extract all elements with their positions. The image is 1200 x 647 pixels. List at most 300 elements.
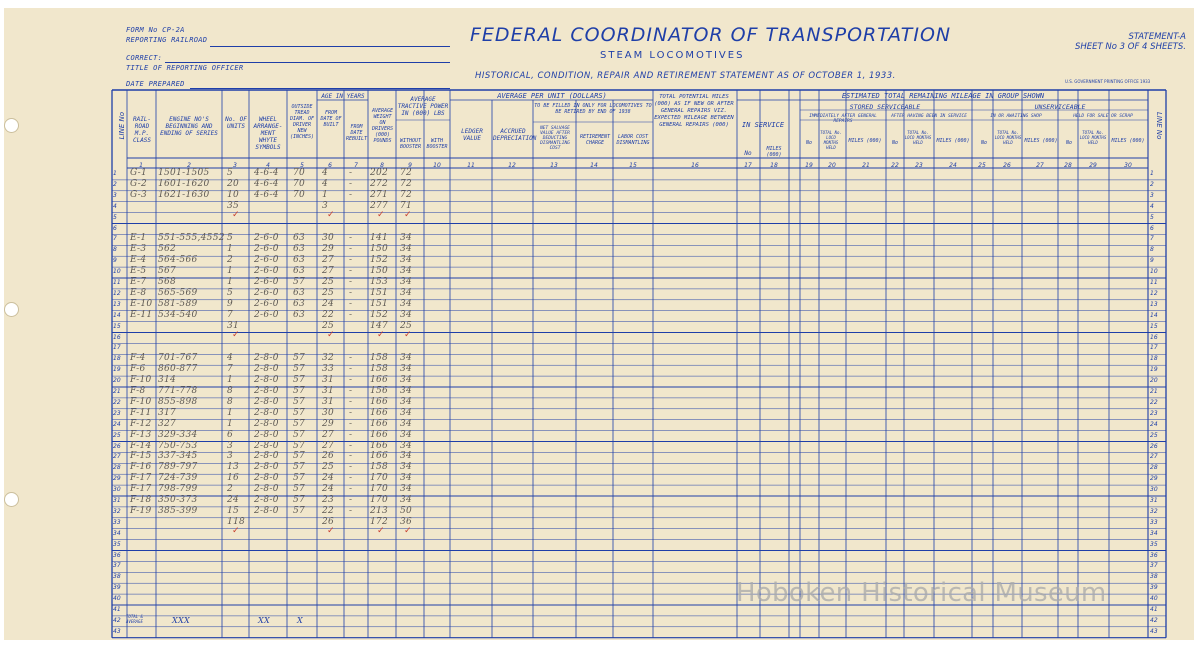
header-without-booster: WITHOUT BOOSTER bbox=[399, 138, 422, 150]
entry-class: F-10 bbox=[130, 375, 152, 386]
entry-wheel: 2-6-0 bbox=[254, 309, 279, 320]
entry-units: 1 bbox=[227, 418, 234, 429]
entry-trac: 34 bbox=[400, 244, 413, 255]
entry-trac: 72 bbox=[400, 178, 413, 189]
entry-age: 32 bbox=[322, 353, 335, 364]
line-number-right: 7 bbox=[1150, 235, 1154, 243]
line-number-right: 18 bbox=[1150, 355, 1158, 363]
entry-engines: 701-767 bbox=[158, 353, 198, 364]
entry-wheel: 2-8-0 bbox=[254, 484, 279, 495]
entry-weight: 158 bbox=[370, 364, 389, 375]
column-number: 4 bbox=[266, 162, 270, 169]
entry-class: F-16 bbox=[130, 462, 152, 473]
entry-trac: 72 bbox=[400, 168, 413, 178]
line-number-right: 21 bbox=[1150, 388, 1158, 395]
check-mark: ✓ bbox=[327, 209, 335, 220]
entry-weight: 166 bbox=[370, 418, 389, 429]
entry-weight: 271 bbox=[370, 189, 389, 200]
line-number-left: 35 bbox=[113, 540, 121, 548]
column-number: 20 bbox=[828, 162, 836, 169]
entry-class: F-17 bbox=[130, 473, 152, 484]
header-average-tractive: AVERAGE TRACTIVE POWER IN (000) LBS bbox=[397, 96, 449, 117]
entry-units: 2 bbox=[227, 484, 234, 495]
entry-class: E-4 bbox=[130, 255, 147, 266]
header-stored-miles-1: MILES (000) bbox=[848, 138, 882, 144]
entry-weight: 166 bbox=[370, 429, 389, 440]
entry-wheel: 4-6-4 bbox=[254, 168, 279, 178]
entry-age: 24 bbox=[322, 484, 335, 495]
entry-tread: 57 bbox=[293, 396, 306, 407]
footer-mark-2: XX bbox=[258, 616, 270, 625]
entry-age: 26 bbox=[322, 451, 335, 462]
entry-weight: 150 bbox=[370, 244, 389, 255]
entry-wheel: 2-8-0 bbox=[254, 386, 279, 396]
entry-class: G-2 bbox=[130, 178, 148, 189]
entry-engines: 568 bbox=[158, 277, 177, 287]
header-unserv-miles-1: MILES (000) bbox=[1024, 138, 1058, 144]
entry-wheel: 2-8-0 bbox=[254, 440, 279, 451]
line-number-left: 25 bbox=[113, 431, 121, 439]
entry-trac: 34 bbox=[400, 233, 413, 244]
line-number-right: 43 bbox=[1150, 627, 1158, 635]
entry-engines: 534-540 bbox=[158, 309, 198, 320]
column-number: 6 bbox=[328, 162, 332, 169]
entry-engines: 337-345 bbox=[158, 451, 198, 462]
entry-weight: 150 bbox=[370, 266, 389, 277]
entry-trac: 72 bbox=[400, 189, 413, 200]
entry-wheel: 4-6-4 bbox=[254, 178, 279, 189]
header-average-weight: AVERAGE WEIGHT ON DRIVERS (000) POUNDS bbox=[371, 108, 394, 144]
entry-trac: 34 bbox=[400, 386, 413, 396]
entry-dash: - bbox=[349, 244, 353, 255]
entry-dash: - bbox=[349, 407, 353, 418]
entry-weight: 152 bbox=[370, 255, 389, 266]
entry-trac: 34 bbox=[400, 277, 413, 287]
entry-units: 5 bbox=[227, 287, 234, 298]
line-number-left: 5 bbox=[113, 213, 117, 221]
entry-age: 22 bbox=[322, 505, 335, 516]
entry-dash: - bbox=[349, 418, 353, 429]
correct-label: CORRECT: bbox=[126, 54, 163, 62]
entry-age: 27 bbox=[322, 255, 335, 266]
entry-age: 29 bbox=[322, 418, 335, 429]
entry-wheel: 2-8-0 bbox=[254, 495, 279, 505]
header-age-in-years: AGE IN YEARS bbox=[321, 93, 365, 100]
header-no-units: No. OF UNITS bbox=[225, 116, 247, 130]
entry-class: E-1 bbox=[130, 233, 147, 244]
check-mark: ✓ bbox=[377, 209, 385, 220]
entry-class: F-8 bbox=[130, 386, 146, 396]
entry-units: 118 bbox=[227, 516, 246, 527]
column-number: 2 bbox=[187, 162, 191, 169]
check-mark: ✓ bbox=[404, 329, 412, 340]
line-number-left: 32 bbox=[113, 507, 121, 515]
column-number: 13 bbox=[550, 162, 558, 169]
line-number-right: 33 bbox=[1150, 518, 1158, 526]
line-number-right: 42 bbox=[1150, 616, 1158, 624]
entry-engines: 1621-1630 bbox=[158, 189, 210, 200]
entry-trac: 34 bbox=[400, 298, 413, 309]
entry-wheel: 2-6-0 bbox=[254, 255, 279, 266]
entry-age: 25 bbox=[322, 287, 335, 298]
line-number-right: 1 bbox=[1150, 170, 1154, 177]
entry-units: 7 bbox=[227, 364, 234, 375]
entry-trac: 34 bbox=[400, 418, 413, 429]
line-number-left: 14 bbox=[113, 311, 121, 319]
entry-dash: - bbox=[349, 287, 353, 298]
entry-class: F-17 bbox=[130, 484, 152, 495]
entry-units: 24 bbox=[227, 495, 240, 505]
line-number-left: 23 bbox=[113, 409, 121, 417]
printer-note: U.S. GOVERNMENT PRINTING OFFICE 1933 bbox=[1065, 79, 1151, 84]
line-number-left: 8 bbox=[113, 246, 117, 254]
line-number-right: 32 bbox=[1150, 507, 1158, 515]
column-number: 9 bbox=[408, 162, 412, 169]
entry-engines: 789-797 bbox=[158, 462, 198, 473]
header-total-potential: TOTAL POTENTIAL MILES (000) AS IF NEW OR AFTER GENERAL REPAIRS VIZ. EXPECTED MILEAGE BETWEEN GENERAL REPAIRS (000) bbox=[654, 94, 734, 128]
entry-dash: - bbox=[349, 484, 353, 495]
header-from-date-built: FROM DATE OF BUILT bbox=[320, 110, 342, 128]
entry-class: F-18 bbox=[130, 495, 152, 505]
header-immediately-after: IMMEDIATELY AFTER GENERAL REPAIRS bbox=[809, 114, 877, 124]
entry-dash: - bbox=[349, 505, 353, 516]
line-number-left: 1 bbox=[113, 170, 117, 177]
footer-mark-3: X bbox=[297, 616, 303, 625]
line-no-header-left: LINE No bbox=[118, 112, 126, 140]
column-number: 22 bbox=[891, 162, 899, 169]
entry-wheel: 2-8-0 bbox=[254, 473, 279, 484]
line-no-header-right: LINE No bbox=[1155, 112, 1163, 140]
line-number-right: 5 bbox=[1150, 213, 1154, 221]
entry-class: E-10 bbox=[130, 298, 153, 309]
entry-tread: 57 bbox=[293, 484, 306, 495]
header-stored-no-1: No bbox=[805, 140, 813, 146]
column-number: 26 bbox=[1003, 162, 1011, 169]
line-number-left: 16 bbox=[113, 333, 121, 341]
line-number-left: 39 bbox=[113, 584, 121, 592]
entry-tread: 70 bbox=[293, 168, 306, 178]
entry-units: 1 bbox=[227, 266, 234, 277]
entry-age: 23 bbox=[322, 495, 335, 505]
entry-weight: 166 bbox=[370, 440, 389, 451]
column-number: 30 bbox=[1124, 162, 1132, 169]
entry-tread: 63 bbox=[293, 255, 306, 266]
line-number-right: 15 bbox=[1150, 322, 1158, 330]
entry-dash: - bbox=[349, 266, 353, 277]
reporting-railroad-label: REPORTING RAILROAD bbox=[126, 36, 208, 44]
line-number-right: 38 bbox=[1150, 573, 1158, 581]
entry-age: 4 bbox=[322, 178, 329, 189]
header-unserv-no-1: No bbox=[980, 140, 988, 146]
line-number-left: 37 bbox=[113, 562, 121, 570]
line-number-right: 22 bbox=[1150, 398, 1158, 406]
line-number-right: 34 bbox=[1150, 529, 1158, 537]
entry-tread: 57 bbox=[293, 407, 306, 418]
column-number: 1 bbox=[139, 162, 143, 169]
check-mark: ✓ bbox=[327, 525, 335, 536]
entry-class: G-1 bbox=[130, 168, 148, 178]
entry-age: 24 bbox=[322, 473, 335, 484]
entry-weight: 170 bbox=[370, 473, 389, 484]
entry-class: E-11 bbox=[130, 309, 153, 320]
entry-tread: 57 bbox=[293, 418, 306, 429]
entry-age: 22 bbox=[322, 309, 335, 320]
entry-dash: - bbox=[349, 309, 353, 320]
entry-tread: 63 bbox=[293, 298, 306, 309]
header-stored-loco-months-1: TOTAL No. LOCO MONTHS HELD bbox=[820, 130, 842, 150]
entry-engines: 327 bbox=[158, 418, 177, 429]
line-number-right: 17 bbox=[1150, 344, 1158, 352]
entry-tread: 70 bbox=[293, 178, 306, 189]
header-avg-per-unit: AVERAGE PER UNIT (DOLLARS) bbox=[497, 92, 607, 100]
line-number-left: 11 bbox=[113, 279, 121, 286]
line-number-right: 2 bbox=[1150, 180, 1154, 188]
line-number-right: 8 bbox=[1150, 246, 1154, 254]
entry-tread: 63 bbox=[293, 309, 306, 320]
entry-engines: 1601-1620 bbox=[158, 178, 210, 189]
entry-trac: 34 bbox=[400, 364, 413, 375]
header-net-salvage: NET SALVAGE VALUE AFTER DEDUCTING DISMANTLING COST bbox=[540, 126, 570, 151]
entry-dash: - bbox=[349, 451, 353, 462]
entry-dash: - bbox=[349, 353, 353, 364]
column-number: 21 bbox=[862, 162, 870, 169]
column-number: 3 bbox=[233, 162, 237, 169]
line-number-left: 43 bbox=[113, 627, 121, 635]
line-number-left: 34 bbox=[113, 529, 121, 537]
header-held-sale: HELD FOR SALE OR SCRAP bbox=[1073, 114, 1133, 119]
entry-trac: 25 bbox=[400, 320, 413, 331]
watermark: Hoboken Historical Museum bbox=[736, 578, 1107, 608]
entry-class: F-14 bbox=[130, 440, 152, 451]
entry-tread: 57 bbox=[293, 386, 306, 396]
entry-engines: 329-334 bbox=[158, 429, 198, 440]
line-number-left: 30 bbox=[113, 486, 121, 494]
line-number-left: 22 bbox=[113, 398, 121, 406]
entry-age: 24 bbox=[322, 298, 335, 309]
entry-dash: - bbox=[349, 462, 353, 473]
entry-weight: 277 bbox=[370, 200, 389, 211]
entry-units: 3 bbox=[227, 440, 234, 451]
entry-wheel: 2-8-0 bbox=[254, 418, 279, 429]
entry-age: 29 bbox=[322, 244, 335, 255]
header-with-booster: WITH BOOSTER bbox=[426, 138, 448, 150]
entry-trac: 34 bbox=[400, 255, 413, 266]
header-in-service: IN SERVICE bbox=[741, 121, 785, 129]
entry-tread: 57 bbox=[293, 462, 306, 473]
entry-trac: 50 bbox=[400, 505, 413, 516]
subtitle: STEAM LOCOMOTIVES bbox=[600, 50, 745, 61]
entry-dash: - bbox=[349, 277, 353, 287]
entry-units: 13 bbox=[227, 462, 240, 473]
line-number-left: 7 bbox=[113, 235, 117, 243]
entry-engines: 724-739 bbox=[158, 473, 198, 484]
entry-units: 16 bbox=[227, 473, 240, 484]
header-unserviceable: UNSERVICEABLE bbox=[1034, 103, 1086, 111]
line-number-right: 31 bbox=[1150, 497, 1158, 504]
entry-class: E-7 bbox=[130, 277, 147, 287]
entry-trac: 34 bbox=[400, 353, 413, 364]
entry-dash: - bbox=[349, 440, 353, 451]
entry-tread: 57 bbox=[293, 364, 306, 375]
entry-wheel: 2-8-0 bbox=[254, 353, 279, 364]
header-wheel-arrangement: WHEEL ARRANGE-MENT WHYTE SYMBOLS bbox=[253, 116, 283, 151]
column-number: 10 bbox=[433, 162, 441, 169]
line-number-right: 19 bbox=[1150, 366, 1158, 374]
entry-age: 3 bbox=[322, 200, 329, 211]
line-number-left: 38 bbox=[113, 573, 121, 581]
entry-wheel: 2-6-0 bbox=[254, 244, 279, 255]
entry-tread: 63 bbox=[293, 287, 306, 298]
line-number-right: 13 bbox=[1150, 300, 1158, 308]
line-number-right: 10 bbox=[1150, 268, 1158, 276]
entry-weight: 166 bbox=[370, 451, 389, 462]
entry-units: 1 bbox=[227, 375, 234, 386]
entry-tread: 57 bbox=[293, 451, 306, 462]
entry-weight: 272 bbox=[370, 178, 389, 189]
check-mark: ✓ bbox=[327, 329, 335, 340]
entry-class: E-3 bbox=[130, 244, 147, 255]
line-number-left: 18 bbox=[113, 355, 121, 363]
line-number-left: 28 bbox=[113, 464, 121, 472]
entry-weight: 213 bbox=[370, 505, 389, 516]
entry-units: 4 bbox=[227, 353, 234, 364]
header-in-service-miles: MILES (000) bbox=[766, 146, 782, 158]
line-number-right: 24 bbox=[1150, 420, 1158, 428]
entry-dash: - bbox=[349, 168, 353, 178]
entry-dash: - bbox=[349, 298, 353, 309]
entry-tread: 57 bbox=[293, 429, 306, 440]
form-number: FORM No CP-2A bbox=[126, 26, 185, 34]
entry-engines: 1501-1505 bbox=[158, 168, 210, 178]
line-number-right: 39 bbox=[1150, 584, 1158, 592]
column-number: 18 bbox=[770, 162, 778, 169]
entry-engines: 385-399 bbox=[158, 505, 198, 516]
column-number: 14 bbox=[590, 162, 598, 169]
entry-wheel: 2-8-0 bbox=[254, 396, 279, 407]
line-number-left: 2 bbox=[113, 180, 117, 188]
entry-weight: 141 bbox=[370, 233, 389, 244]
entry-weight: 166 bbox=[370, 407, 389, 418]
line-number-left: 29 bbox=[113, 475, 121, 483]
entry-units: 35 bbox=[227, 200, 240, 211]
entry-class: E-5 bbox=[130, 266, 147, 277]
header-stored-serviceable: STORED SERVICEABLE bbox=[849, 103, 921, 111]
entry-dash: - bbox=[349, 178, 353, 189]
entry-engines: 551-555,4552 bbox=[158, 233, 225, 244]
entry-trac: 34 bbox=[400, 407, 413, 418]
header-accrued-depreciation: ACCRUED DEPRECIATION bbox=[493, 128, 537, 142]
header-stored-no-2: No bbox=[891, 140, 899, 146]
line-number-right: 14 bbox=[1150, 311, 1158, 319]
check-mark: ✓ bbox=[377, 525, 385, 536]
entry-engines: 350-373 bbox=[158, 495, 198, 505]
header-outside-tread: OUTSIDE TREAD DIAM. OF DRIVER NEW (INCHES) bbox=[289, 104, 315, 140]
header-labor-cost: LABOR COST DISMANTLING bbox=[616, 134, 650, 146]
statement-label: STATEMENT-A bbox=[1128, 32, 1186, 42]
header-from-date-rebuilt: FROM DATE REBUILT bbox=[345, 124, 368, 142]
entry-units: 5 bbox=[227, 233, 234, 244]
entry-wheel: 2-8-0 bbox=[254, 364, 279, 375]
entry-age: 27 bbox=[322, 429, 335, 440]
check-mark: ✓ bbox=[404, 209, 412, 220]
line-number-right: 20 bbox=[1150, 377, 1158, 385]
entry-trac: 71 bbox=[400, 200, 413, 211]
header-in-or-awaiting: IN OR AWAITING SHOP bbox=[990, 114, 1042, 119]
entry-trac: 34 bbox=[400, 484, 413, 495]
entry-engines: 567 bbox=[158, 266, 177, 277]
line-number-right: 40 bbox=[1150, 595, 1158, 603]
line-number-left: 24 bbox=[113, 420, 121, 428]
check-mark: ✓ bbox=[404, 525, 412, 536]
line-number-right: 35 bbox=[1150, 540, 1158, 548]
entry-dash: - bbox=[349, 375, 353, 386]
entry-trac: 34 bbox=[400, 473, 413, 484]
entry-class: F-12 bbox=[130, 418, 152, 429]
entry-units: 31 bbox=[227, 320, 240, 331]
entry-age: 4 bbox=[322, 168, 329, 178]
check-mark: ✓ bbox=[377, 329, 385, 340]
line-number-right: 26 bbox=[1150, 442, 1158, 450]
column-number: 12 bbox=[508, 162, 516, 169]
header-ledger-value: LEDGER VALUE bbox=[461, 128, 483, 142]
line-number-right: 4 bbox=[1150, 202, 1154, 210]
entry-weight: 166 bbox=[370, 396, 389, 407]
entry-age: 25 bbox=[322, 462, 335, 473]
column-number: 5 bbox=[300, 162, 304, 169]
sheet-number: SHEET No 3 OF 4 SHEETS. bbox=[1074, 42, 1186, 52]
entry-units: 1 bbox=[227, 277, 234, 287]
entry-class: F-19 bbox=[130, 505, 152, 516]
entry-units: 7 bbox=[227, 309, 234, 320]
entry-units: 5 bbox=[227, 168, 234, 178]
line-number-left: 36 bbox=[113, 551, 121, 559]
entry-wheel: 2-6-0 bbox=[254, 266, 279, 277]
entry-age: 30 bbox=[322, 407, 335, 418]
entry-wheel: 2-8-0 bbox=[254, 451, 279, 462]
entry-age: 27 bbox=[322, 440, 335, 451]
entry-age: 30 bbox=[322, 233, 335, 244]
entry-dash: - bbox=[349, 364, 353, 375]
line-number-left: 40 bbox=[113, 595, 121, 603]
total-average-label: TOTAL & AVERAGE bbox=[126, 614, 143, 624]
line-number-right: 36 bbox=[1150, 551, 1158, 559]
header-railroad-class: RAIL-ROAD M.P. CLASS bbox=[132, 116, 152, 144]
line-number-right: 25 bbox=[1150, 431, 1158, 439]
entry-age: 33 bbox=[322, 364, 335, 375]
entry-age: 25 bbox=[322, 277, 335, 287]
entry-wheel: 2-8-0 bbox=[254, 505, 279, 516]
column-number: 15 bbox=[629, 162, 637, 169]
entry-units: 3 bbox=[227, 451, 234, 462]
entry-class: F-10 bbox=[130, 396, 152, 407]
entry-tread: 57 bbox=[293, 375, 306, 386]
entry-class: G-3 bbox=[130, 189, 148, 200]
entry-dash: - bbox=[349, 386, 353, 396]
statement-info bbox=[1075, 32, 1186, 52]
entry-units: 1 bbox=[227, 244, 234, 255]
entry-dash: - bbox=[349, 495, 353, 505]
header-after-having: AFTER HAVING BEEN IN SERVICE bbox=[891, 114, 967, 119]
entry-weight: 158 bbox=[370, 462, 389, 473]
footer-mark-1: XXX bbox=[172, 616, 190, 625]
entry-class: F-15 bbox=[130, 451, 152, 462]
header-estimated-total: ESTIMATED TOTAL REMAINING MILEAGE IN GROUP SHOWN bbox=[841, 92, 1045, 100]
title-of-officer-label: TITLE OF REPORTING OFFICER bbox=[126, 64, 244, 72]
line-number-left: 33 bbox=[113, 518, 121, 526]
header-stored-miles-2: MILES (000) bbox=[936, 138, 970, 144]
entry-weight: 156 bbox=[370, 386, 389, 396]
entry-age: 1 bbox=[322, 189, 329, 200]
